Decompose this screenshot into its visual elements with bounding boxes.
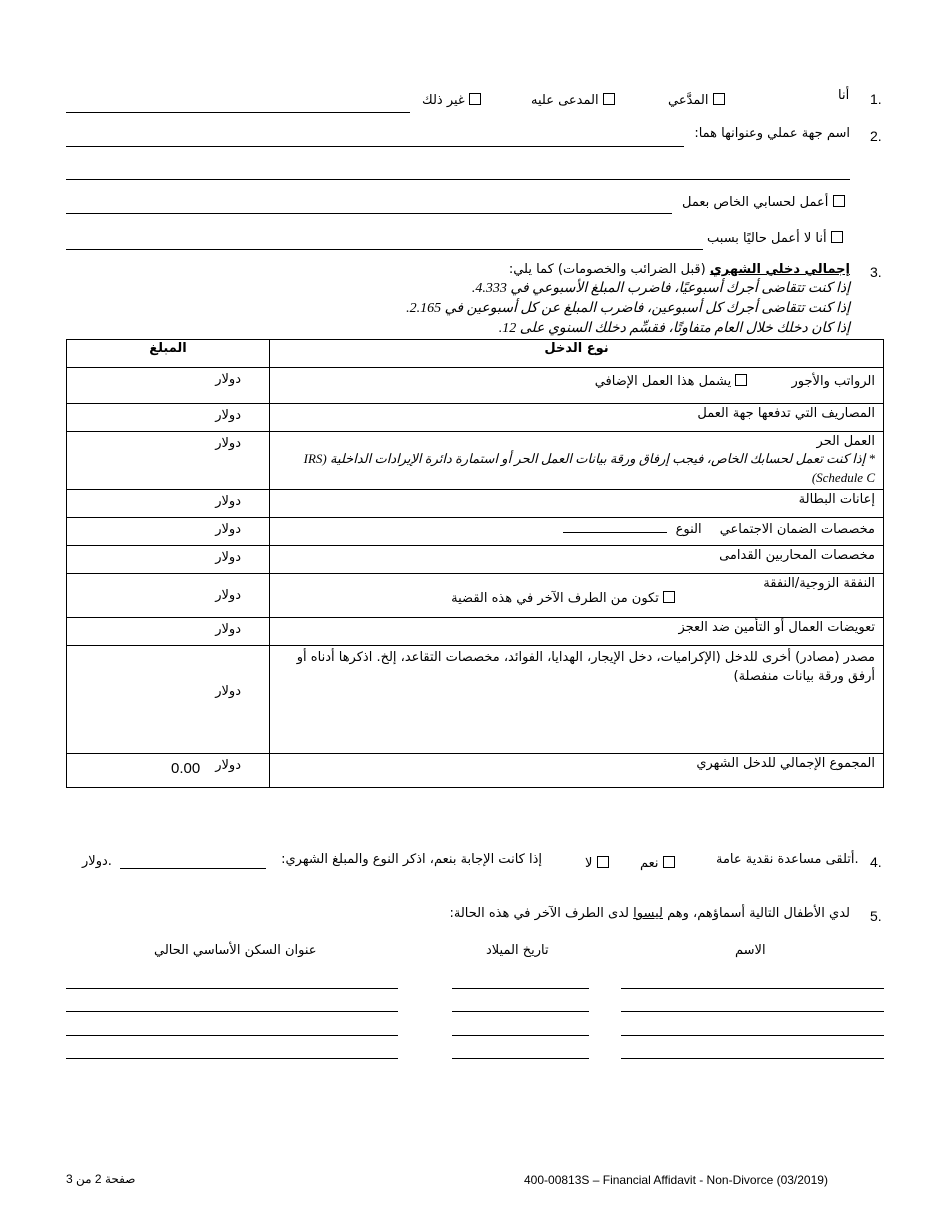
q3-note-weekly: إذا كنت تتقاضى أجرك أسبوعيًا، فاضرب المبلغ الأسبوعي في 4.333. bbox=[471, 281, 850, 296]
other-checkbox[interactable] bbox=[469, 93, 481, 105]
expenses-label: المصاريف التي تدفعها جهة العمل bbox=[270, 404, 884, 432]
page-number: صفحة 2 من 3 bbox=[66, 1172, 136, 1186]
currency-label: دولار bbox=[215, 522, 241, 537]
other-label: غير ذلك bbox=[422, 93, 465, 108]
child-1-dob-field[interactable] bbox=[452, 988, 589, 989]
alimony-option[interactable] bbox=[278, 591, 675, 606]
child-3-dob-field[interactable] bbox=[452, 1035, 589, 1036]
wages-label: الرواتب والأجور bbox=[791, 374, 875, 389]
income-table-header bbox=[67, 340, 884, 368]
form-id: 400-00813S – Financial Affidavit - Non-Divorce (03/2019) bbox=[524, 1173, 828, 1187]
ss-type-label: النوع bbox=[675, 522, 702, 537]
row-expenses bbox=[67, 404, 884, 432]
q4-if-yes-label: إذا كانت الإجابة بنعم، اذكر النوع والمبلغ الشهري: bbox=[281, 852, 542, 867]
self-employed-label: أعمل لحسابي الخاص بعمل bbox=[682, 195, 829, 210]
col-child-address: عنوان السكن الأساسي الحالي bbox=[154, 943, 317, 958]
row-other-income bbox=[67, 646, 884, 754]
overtime-checkbox[interactable] bbox=[735, 374, 747, 386]
wages-amount[interactable] bbox=[67, 368, 270, 404]
q4-yes-checkbox[interactable] bbox=[663, 856, 675, 868]
q4-yes-label: نعم bbox=[640, 856, 659, 871]
workers-comp-label: تعويضات العمال أو التأمين ضد العجز bbox=[270, 618, 884, 646]
q3-heading bbox=[500, 262, 850, 277]
ss-type-field[interactable] bbox=[563, 520, 667, 533]
income-table bbox=[66, 339, 884, 788]
q2-label: اسم جهة عملي وعنوانها هما: bbox=[694, 126, 850, 141]
veterans-label: مخصصات المحاربين القدامى bbox=[270, 546, 884, 574]
col-amount: المبلغ bbox=[67, 340, 270, 368]
petitioner-checkbox[interactable] bbox=[713, 93, 725, 105]
q3-heading-rest: (قبل الضرائب والخصومات) كما يلي: bbox=[508, 262, 710, 277]
currency-label: دولار bbox=[215, 372, 241, 387]
q4-number: 4. bbox=[870, 854, 882, 870]
q3-number: 3. bbox=[870, 264, 882, 280]
row-wages bbox=[67, 368, 884, 404]
not-employed-option[interactable] bbox=[707, 231, 843, 246]
child-3-address-field[interactable] bbox=[66, 1035, 398, 1036]
workers-comp-amount[interactable] bbox=[67, 618, 270, 646]
not-employed-label: أنا لا أعمل حاليًا بسبب bbox=[707, 231, 827, 246]
child-2-name-field[interactable] bbox=[621, 1011, 884, 1012]
other-income-label: مصدر (مصادر) أخرى للدخل (الإكراميات، دخل الإيجار، الهدايا، الفوائد، مخصصات التقاعد، إلخ. اذكرها أدناه أو أرفق ورقة بيانات منفصلة) bbox=[270, 646, 884, 754]
child-4-dob-field[interactable] bbox=[452, 1058, 589, 1059]
unemployment-label: إعانات البطالة bbox=[270, 490, 884, 518]
respondent-checkbox[interactable] bbox=[603, 93, 615, 105]
q5-label-post: لدى الطرف الآخر في هذه الحالة: bbox=[449, 906, 634, 921]
q3-note-biweekly: إذا كنت تتقاضى أجرك كل أسبوعين، فاضرب المبلغ عن كل أسبوعين في 2.165. bbox=[406, 301, 850, 316]
q5-label-underlined: ليسوا bbox=[633, 906, 663, 921]
expenses-amount[interactable] bbox=[67, 404, 270, 432]
row-unemployment bbox=[67, 490, 884, 518]
q1-option-other[interactable] bbox=[422, 93, 481, 108]
self-employment-amount[interactable] bbox=[67, 432, 270, 490]
currency-label: دولار bbox=[215, 550, 241, 565]
q1-label: أنا bbox=[838, 88, 850, 103]
currency-label: دولار bbox=[215, 684, 241, 699]
currency-label: دولار bbox=[215, 622, 241, 637]
self-employed-option[interactable] bbox=[682, 195, 845, 210]
col-child-dob: تاريخ الميلاد bbox=[486, 943, 549, 958]
row-alimony bbox=[67, 574, 884, 618]
not-employed-checkbox[interactable] bbox=[831, 231, 843, 243]
q5-label-pre: لدي الأطفال التالية أسماؤهم، وهم bbox=[662, 906, 850, 921]
self-employment-note: * إذا كنت تعمل لحسابك الخاص، فيجب إرفاق ورقة بيانات العمل الحر أو استمارة دائرة الإيرادات الداخلية (IRS Schedule C) bbox=[303, 451, 875, 485]
total-label: المجموع الإجمالي للدخل الشهري bbox=[270, 754, 884, 788]
q4-label: أتلقى مساعدة نقدية عامة. bbox=[716, 852, 859, 867]
q1-other-field[interactable] bbox=[66, 112, 410, 113]
child-4-name-field[interactable] bbox=[621, 1058, 884, 1059]
q4-no-option[interactable] bbox=[585, 856, 609, 871]
social-security-label: مخصصات الضمان الاجتماعي bbox=[719, 522, 875, 537]
employer-field-1[interactable] bbox=[66, 146, 684, 147]
q1-option-respondent[interactable] bbox=[531, 93, 615, 108]
overtime-option[interactable] bbox=[595, 370, 748, 389]
row-workers-comp bbox=[67, 618, 884, 646]
q5-label bbox=[400, 906, 850, 921]
child-3-name-field[interactable] bbox=[621, 1035, 884, 1036]
self-employment-label: العمل الحر bbox=[816, 434, 875, 449]
q5-number: 5. bbox=[870, 908, 882, 924]
row-self-employment bbox=[67, 432, 884, 490]
currency-label: دولار bbox=[215, 436, 241, 451]
alimony-checkbox[interactable] bbox=[663, 591, 675, 603]
total-value: 0.00 bbox=[171, 760, 201, 777]
child-4-address-field[interactable] bbox=[66, 1058, 398, 1059]
respondent-label: المدعى عليه bbox=[531, 93, 599, 108]
alimony-label: النفقة الزوجية/النفقة bbox=[763, 576, 875, 591]
q4-currency-label: دولار. bbox=[82, 854, 112, 869]
currency-label: دولار bbox=[215, 494, 241, 509]
currency-label: دولار bbox=[215, 408, 241, 423]
q1-option-petitioner[interactable] bbox=[668, 93, 725, 108]
q4-yes-option[interactable] bbox=[640, 856, 675, 871]
q2-number: 2. bbox=[870, 128, 882, 144]
col-child-name: الاسم bbox=[735, 943, 766, 958]
unemployment-amount[interactable] bbox=[67, 490, 270, 518]
self-employed-checkbox[interactable] bbox=[833, 195, 845, 207]
row-veterans bbox=[67, 546, 884, 574]
q3-heading-bold: إجمالي دخلي الشهري bbox=[709, 262, 850, 277]
not-employed-field[interactable] bbox=[66, 249, 703, 250]
child-2-dob-field[interactable] bbox=[452, 1011, 589, 1012]
overtime-label: يشمل هذا العمل الإضافي bbox=[594, 374, 732, 389]
child-1-address-field[interactable] bbox=[66, 988, 398, 989]
social-security-amount[interactable] bbox=[67, 518, 270, 546]
currency-label: دولار bbox=[215, 588, 241, 603]
q4-no-checkbox[interactable] bbox=[597, 856, 609, 868]
row-social-security bbox=[67, 518, 884, 546]
employer-field-2[interactable] bbox=[66, 179, 850, 180]
currency-label: دولار bbox=[215, 758, 241, 773]
q4-no-label: لا bbox=[585, 856, 593, 871]
q3-note-annual: إذا كان دخلك خلال العام متفاوتًا، فقسِّم دخلك السنوي على 12. bbox=[498, 321, 850, 336]
col-income-type: نوع الدخل bbox=[270, 340, 884, 368]
total-amount bbox=[67, 754, 270, 788]
veterans-amount[interactable] bbox=[67, 546, 270, 574]
q4-amount-field[interactable] bbox=[120, 868, 266, 869]
alimony-check-label: تكون من الطرف الآخر في هذه القضية bbox=[451, 591, 659, 606]
q1-number: 1. bbox=[870, 91, 882, 107]
petitioner-label: المدَّعي bbox=[668, 93, 709, 108]
child-1-name-field[interactable] bbox=[621, 988, 884, 989]
self-employed-field[interactable] bbox=[66, 213, 672, 214]
alimony-amount[interactable] bbox=[67, 574, 270, 618]
child-2-address-field[interactable] bbox=[66, 1011, 398, 1012]
row-total bbox=[67, 754, 884, 788]
other-income-amount[interactable] bbox=[67, 646, 270, 754]
